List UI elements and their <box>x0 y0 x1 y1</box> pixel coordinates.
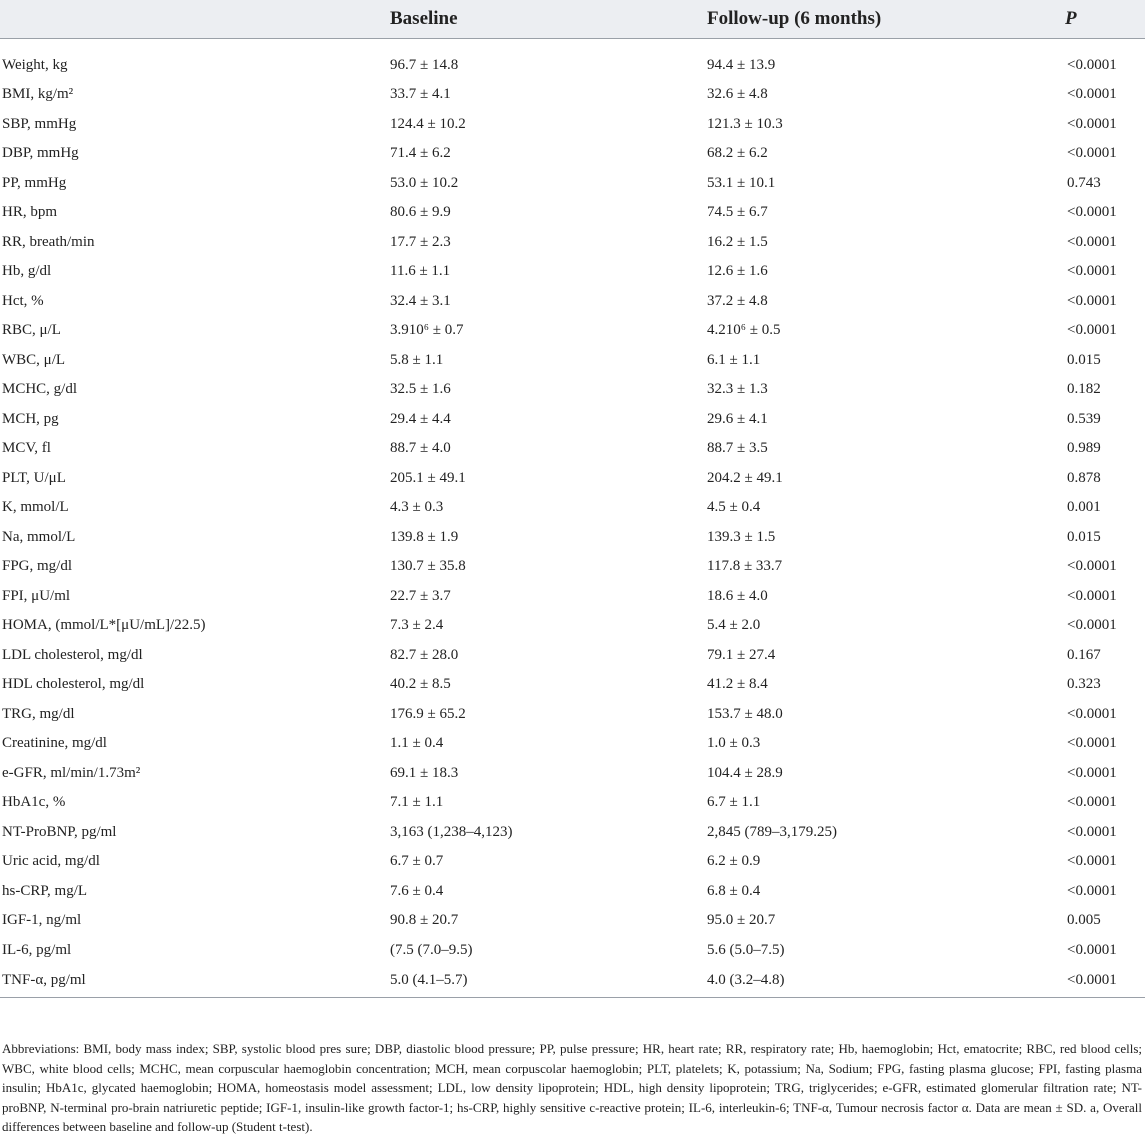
table-row <box>0 641 1145 671</box>
table-row <box>0 316 1145 346</box>
baseline-value: 33.7 ± 4.1 <box>390 86 451 103</box>
table-row <box>0 257 1145 287</box>
p-value: <0.0001 <box>1067 587 1117 604</box>
row-label: HOMA, (mmol/L*[μU/mL]/22.5) <box>2 617 206 634</box>
followup-value: 6.7 ± 1.1 <box>707 794 761 811</box>
followup-value: 79.1 ± 27.4 <box>707 646 776 663</box>
baseline-value: 71.4 ± 6.2 <box>390 145 451 162</box>
followup-value: 16.2 ± 1.5 <box>707 233 768 250</box>
row-label: FPG, mg/dl <box>2 558 73 575</box>
followup-value: 94.4 ± 13.9 <box>707 56 776 73</box>
baseline-value: 7.3 ± 2.4 <box>390 617 444 634</box>
baseline-value: 3.910⁶ ± 0.7 <box>390 322 464 339</box>
baseline-value: 11.6 ± 1.1 <box>390 263 451 280</box>
baseline-value: 7.1 ± 1.1 <box>390 794 444 811</box>
table-row <box>0 906 1145 936</box>
baseline-value: 4.3 ± 0.3 <box>390 499 444 516</box>
baseline-value: 40.2 ± 8.5 <box>390 676 451 693</box>
p-value: <0.0001 <box>1067 56 1117 73</box>
followup-value: 95.0 ± 20.7 <box>707 912 776 929</box>
p-value: 0.015 <box>1067 351 1101 368</box>
header-followup: Follow-up (6 months) <box>707 0 1065 38</box>
p-value: <0.0001 <box>1067 558 1117 575</box>
baseline-value: 32.5 ± 1.6 <box>390 381 451 398</box>
table-row <box>0 965 1145 997</box>
followup-value: 104.4 ± 28.9 <box>707 764 783 781</box>
row-label: NT-ProBNP, pg/ml <box>2 823 117 840</box>
table-footnote: Abbreviations: BMI, body mass index; SBP, systolic blood pres sure; DBP, diastolic blood pressure; PP, pulse pressure; HR, heart rate; RR, respiratory rate; Hb, haemoglobin; Hct, ematocrite; RBC, red blood cells; WBC, white blood cells; MCHC, mean corpuscular haemoglobin concentration; MCH, mean corpuscolar haemoglobin; PLT, platelets; K, potassium; Na, Sodium; FPG, fasting plasma glucose; FPI, fasting plasma insulin; HbA1c, glycated haemoglobin; HOMA, homeostasis model assessment; LDL, low density lipoprotein; HDL, high density lipoprotein; TRG, triglycerides; e-GFR, estimated glomerular filtration rate; NT-proBNP, N-terminal pro-brain natriuretic peptide; IGF-1, insulin-like growth factor-1; hs-CRP, highly sensitive c-reactive protein; IL-6, interleukin-6; TNF-α, Tumour necrosis factor α. Data are mean ± SD. a, Overall differences between baseline and follow-up (Student t-test). <box>2 1041 1142 1134</box>
table-row <box>0 405 1145 435</box>
followup-value: 37.2 ± 4.8 <box>707 292 768 309</box>
row-label: HDL cholesterol, mg/dl <box>2 676 145 693</box>
p-value: 0.878 <box>1067 469 1101 486</box>
p-value: <0.0001 <box>1067 292 1117 309</box>
row-label: Uric acid, mg/dl <box>2 853 100 870</box>
baseline-value: 17.7 ± 2.3 <box>390 233 451 250</box>
followup-value: 6.8 ± 0.4 <box>707 882 761 899</box>
baseline-value: 53.0 ± 10.2 <box>390 174 459 191</box>
followup-value: 53.1 ± 10.1 <box>707 174 776 191</box>
table-row <box>0 464 1145 494</box>
p-value: <0.0001 <box>1067 882 1117 899</box>
row-label: Weight, kg <box>2 56 68 73</box>
row-label: BMI, kg/m² <box>2 86 74 103</box>
table-row <box>0 228 1145 258</box>
table-row <box>0 818 1145 848</box>
p-value: <0.0001 <box>1067 764 1117 781</box>
row-label: LDL cholesterol, mg/dl <box>2 646 143 663</box>
table-row <box>0 847 1145 877</box>
baseline-value: 5.8 ± 1.1 <box>390 351 444 368</box>
baseline-value: 29.4 ± 4.4 <box>390 410 451 427</box>
baseline-value: 32.4 ± 3.1 <box>390 292 451 309</box>
table-row <box>0 582 1145 612</box>
followup-value: 32.6 ± 4.8 <box>707 86 768 103</box>
table-row <box>0 287 1145 317</box>
followup-value: 4.0 (3.2–4.8) <box>707 965 1065 997</box>
row-label: HbA1c, % <box>2 794 66 811</box>
table-row <box>0 493 1145 523</box>
table-row <box>0 670 1145 700</box>
row-label: DBP, mmHg <box>2 145 79 162</box>
followup-value: 29.6 ± 4.1 <box>707 410 768 427</box>
p-value: 0.005 <box>1067 912 1101 929</box>
row-label: MCH, pg <box>2 410 59 427</box>
table-row <box>0 611 1145 641</box>
p-value: 0.182 <box>1067 381 1101 398</box>
followup-value: 32.3 ± 1.3 <box>707 381 768 398</box>
row-label: FPI, μU/ml <box>2 587 71 604</box>
baseline-value: 88.7 ± 4.0 <box>390 440 451 457</box>
followup-value: 68.2 ± 6.2 <box>707 145 768 162</box>
baseline-value: 82.7 ± 28.0 <box>390 646 459 663</box>
followup-value: 121.3 ± 10.3 <box>707 115 783 132</box>
baseline-value: 6.7 ± 0.7 <box>390 853 444 870</box>
p-value: <0.0001 <box>1067 86 1117 103</box>
baseline-value: 22.7 ± 3.7 <box>390 587 451 604</box>
row-label: Na, mmol/L <box>2 528 76 545</box>
row-label: PP, mmHg <box>2 174 67 191</box>
table-row <box>0 198 1145 228</box>
table-row <box>0 936 1145 966</box>
row-label: e-GFR, ml/min/1.73m² <box>2 764 141 781</box>
followup-value: 4.5 ± 0.4 <box>707 499 761 516</box>
p-value: 0.001 <box>1067 499 1101 516</box>
baseline-value: 90.8 ± 20.7 <box>390 912 459 929</box>
row-label: IGF-1, ng/ml <box>2 912 82 929</box>
followup-value: 139.3 ± 1.5 <box>707 528 776 545</box>
followup-value: 18.6 ± 4.0 <box>707 587 768 604</box>
baseline-value: 5.0 (4.1–5.7) <box>390 965 707 997</box>
row-label: IL-6, pg/ml <box>2 941 72 958</box>
p-value: <0.0001 <box>1067 735 1117 752</box>
baseline-value: 205.1 ± 49.1 <box>390 469 466 486</box>
followup-value: 5.6 (5.0–7.5) <box>707 941 785 958</box>
baseline-value: 69.1 ± 18.3 <box>390 764 459 781</box>
p-value: <0.0001 <box>1067 941 1117 958</box>
table-row <box>0 759 1145 789</box>
row-label: MCV, fl <box>2 440 51 457</box>
table-row <box>0 38 1145 80</box>
table-row <box>0 169 1145 199</box>
row-label: TRG, mg/dl <box>2 705 75 722</box>
followup-value: 117.8 ± 33.7 <box>707 558 783 575</box>
table-header <box>0 0 1145 38</box>
row-label: TNF-α, pg/ml <box>0 965 390 997</box>
followup-value: 153.7 ± 48.0 <box>707 705 783 722</box>
p-value: 0.167 <box>1067 646 1101 663</box>
p-value: 0.323 <box>1067 676 1101 693</box>
header-p-value: P <box>1065 0 1145 38</box>
p-value: <0.0001 <box>1067 705 1117 722</box>
p-value: <0.0001 <box>1067 233 1117 250</box>
row-label: PLT, U/μL <box>2 469 66 486</box>
row-label: WBC, μ/L <box>2 351 66 368</box>
p-value: 0.015 <box>1067 528 1101 545</box>
row-label: SBP, mmHg <box>2 115 77 132</box>
table-row <box>0 523 1145 553</box>
table-row <box>0 788 1145 818</box>
header-variable <box>0 0 390 38</box>
row-label: Creatinine, mg/dl <box>2 735 107 752</box>
p-value: 0.539 <box>1067 410 1101 427</box>
row-label: K, mmol/L <box>2 499 69 516</box>
row-label: RBC, μ/L <box>2 322 61 339</box>
baseline-value: 176.9 ± 65.2 <box>390 705 466 722</box>
row-label: HR, bpm <box>2 204 58 221</box>
p-value: 0.989 <box>1067 440 1101 457</box>
followup-value: 5.4 ± 2.0 <box>707 617 761 634</box>
row-label: hs-CRP, mg/L <box>2 882 88 899</box>
p-value: <0.0001 <box>1067 204 1117 221</box>
p-value: <0.0001 <box>1067 263 1117 280</box>
table-row <box>0 346 1145 376</box>
p-value: <0.0001 <box>1067 617 1117 634</box>
p-value: 0.743 <box>1067 174 1101 191</box>
baseline-value: 80.6 ± 9.9 <box>390 204 451 221</box>
table-row <box>0 700 1145 730</box>
baseline-value: 124.4 ± 10.2 <box>390 115 466 132</box>
header-baseline: Baseline <box>390 0 707 38</box>
table-body <box>0 38 1145 997</box>
baseline-value: (7.5 (7.0–9.5) <box>390 941 473 958</box>
followup-value: 41.2 ± 8.4 <box>707 676 768 693</box>
baseline-value: 139.8 ± 1.9 <box>390 528 459 545</box>
followup-value: 6.2 ± 0.9 <box>707 853 761 870</box>
followup-value: 6.1 ± 1.1 <box>707 351 761 368</box>
table-row <box>0 729 1145 759</box>
table-row <box>0 552 1145 582</box>
followup-value: 88.7 ± 3.5 <box>707 440 768 457</box>
row-label: Hct, % <box>2 292 44 309</box>
baseline-value: 1.1 ± 0.4 <box>390 735 444 752</box>
table-row <box>0 375 1145 405</box>
table-row <box>0 80 1145 110</box>
p-value: <0.0001 <box>1067 322 1117 339</box>
p-value: <0.0001 <box>1067 823 1117 840</box>
row-label: Hb, g/dl <box>2 263 52 280</box>
row-label: RR, breath/min <box>2 233 95 250</box>
followup-value: 1.0 ± 0.3 <box>707 735 761 752</box>
baseline-value: 3,163 (1,238–4,123) <box>390 823 513 840</box>
row-label: MCHC, g/dl <box>2 381 78 398</box>
table-row <box>0 110 1145 140</box>
followup-value: 4.210⁶ ± 0.5 <box>707 322 781 339</box>
table-row <box>0 434 1145 464</box>
baseline-value: 96.7 ± 14.8 <box>390 56 459 73</box>
baseline-value: 7.6 ± 0.4 <box>390 882 444 899</box>
followup-value: 74.5 ± 6.7 <box>707 204 768 221</box>
p-value: <0.0001 <box>1067 794 1117 811</box>
table-row <box>0 139 1145 169</box>
followup-value: 204.2 ± 49.1 <box>707 469 783 486</box>
table-row <box>0 877 1145 907</box>
followup-value: 2,845 (789–3,179.25) <box>707 823 837 840</box>
p-value: <0.0001 <box>1067 145 1117 162</box>
p-value: <0.0001 <box>1065 965 1145 997</box>
header-row <box>0 0 1145 38</box>
baseline-value: 130.7 ± 35.8 <box>390 558 466 575</box>
p-value: <0.0001 <box>1067 115 1117 132</box>
p-value: <0.0001 <box>1067 853 1117 870</box>
followup-value: 12.6 ± 1.6 <box>707 263 768 280</box>
